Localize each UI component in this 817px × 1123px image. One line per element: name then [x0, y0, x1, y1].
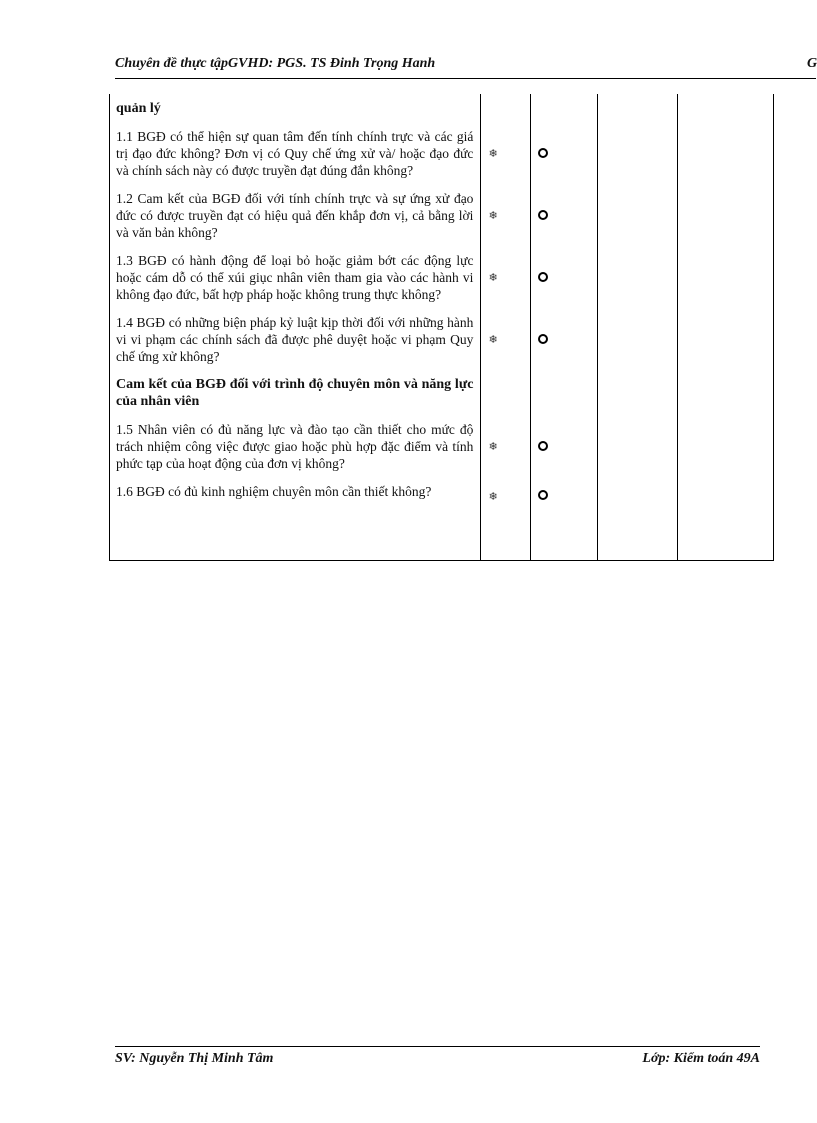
- question-1-4: 1.4 BGĐ có những biện pháp kỷ luật kịp thời đối với những hành vi vi phạm các chính sách đã được phê duyệt hoặc vi phạm Quy chế ứng xử không?: [110, 308, 481, 370]
- circle-icon: [538, 441, 548, 451]
- section-title: Cam kết của BGĐ đối với trình độ chuyên môn và năng lực của nhân viên: [110, 370, 481, 415]
- table-row: [110, 122, 774, 184]
- header-right-fragment: G: [807, 56, 817, 71]
- circle-icon: [538, 210, 548, 220]
- snowflake-icon: ❄: [488, 271, 498, 284]
- student-name: SV: Nguyễn Thị Minh Tâm: [115, 1051, 274, 1066]
- table-row: [110, 477, 774, 561]
- table-row: [110, 370, 774, 415]
- snowflake-icon: ❄: [488, 490, 498, 503]
- snowflake-icon: ❄: [488, 333, 498, 346]
- circle-icon: [538, 490, 548, 500]
- table-row: [110, 308, 774, 370]
- circle-icon: [538, 334, 548, 344]
- questionnaire-table: [109, 94, 774, 561]
- section-title-continued: quản lý: [110, 94, 481, 122]
- footer-rule: [115, 1046, 760, 1047]
- class-name: Lớp: Kiểm toán 49A: [642, 1051, 760, 1066]
- page-header: [115, 56, 815, 76]
- header-rule: [115, 78, 816, 79]
- circle-icon: [538, 272, 548, 282]
- snowflake-icon: ❄: [488, 147, 498, 160]
- snowflake-icon: ❄: [488, 440, 498, 453]
- table-row: [110, 184, 774, 246]
- question-1-1: 1.1 BGĐ có thể hiện sự quan tâm đến tính chính trực và các giá trị đạo đức không? Đơn vị có Quy chế ứng xử và/ hoặc đạo đức và chính sách này có được truyền đạt đúng đắn không?: [110, 122, 481, 184]
- question-1-6: 1.6 BGĐ có đủ kinh nghiệm chuyên môn cần thiết không?: [110, 477, 481, 561]
- header-title: Chuyên đề thực tậpGVHD: PGS. TS Đinh Trọng Hanh: [115, 56, 436, 71]
- table-row: [110, 94, 774, 122]
- question-1-2: 1.2 Cam kết của BGĐ đối với tính chính trực và sự ứng xử đạo đức có được truyền đạt có hiệu quả đến khắp đơn vị, cả bằng lời và văn bản không?: [110, 184, 481, 246]
- circle-icon: [538, 148, 548, 158]
- snowflake-icon: ❄: [488, 209, 498, 222]
- question-1-3: 1.3 BGĐ có hành động để loại bỏ hoặc giảm bớt các động lực hoặc cám dỗ có thể xúi giục nhân viên tham gia vào các hành vi không đạo đức, bất hợp pháp hoặc không trung thực không?: [110, 246, 481, 308]
- table-row: [110, 415, 774, 477]
- table-row: [110, 246, 774, 308]
- question-1-5: 1.5 Nhân viên có đủ năng lực và đào tạo cần thiết cho mức độ trách nhiệm công việc được giao hoặc phù hợp đặc điểm và tính phức tạp của hoạt động của đơn vị không?: [110, 415, 481, 477]
- page-footer: [115, 1051, 760, 1071]
